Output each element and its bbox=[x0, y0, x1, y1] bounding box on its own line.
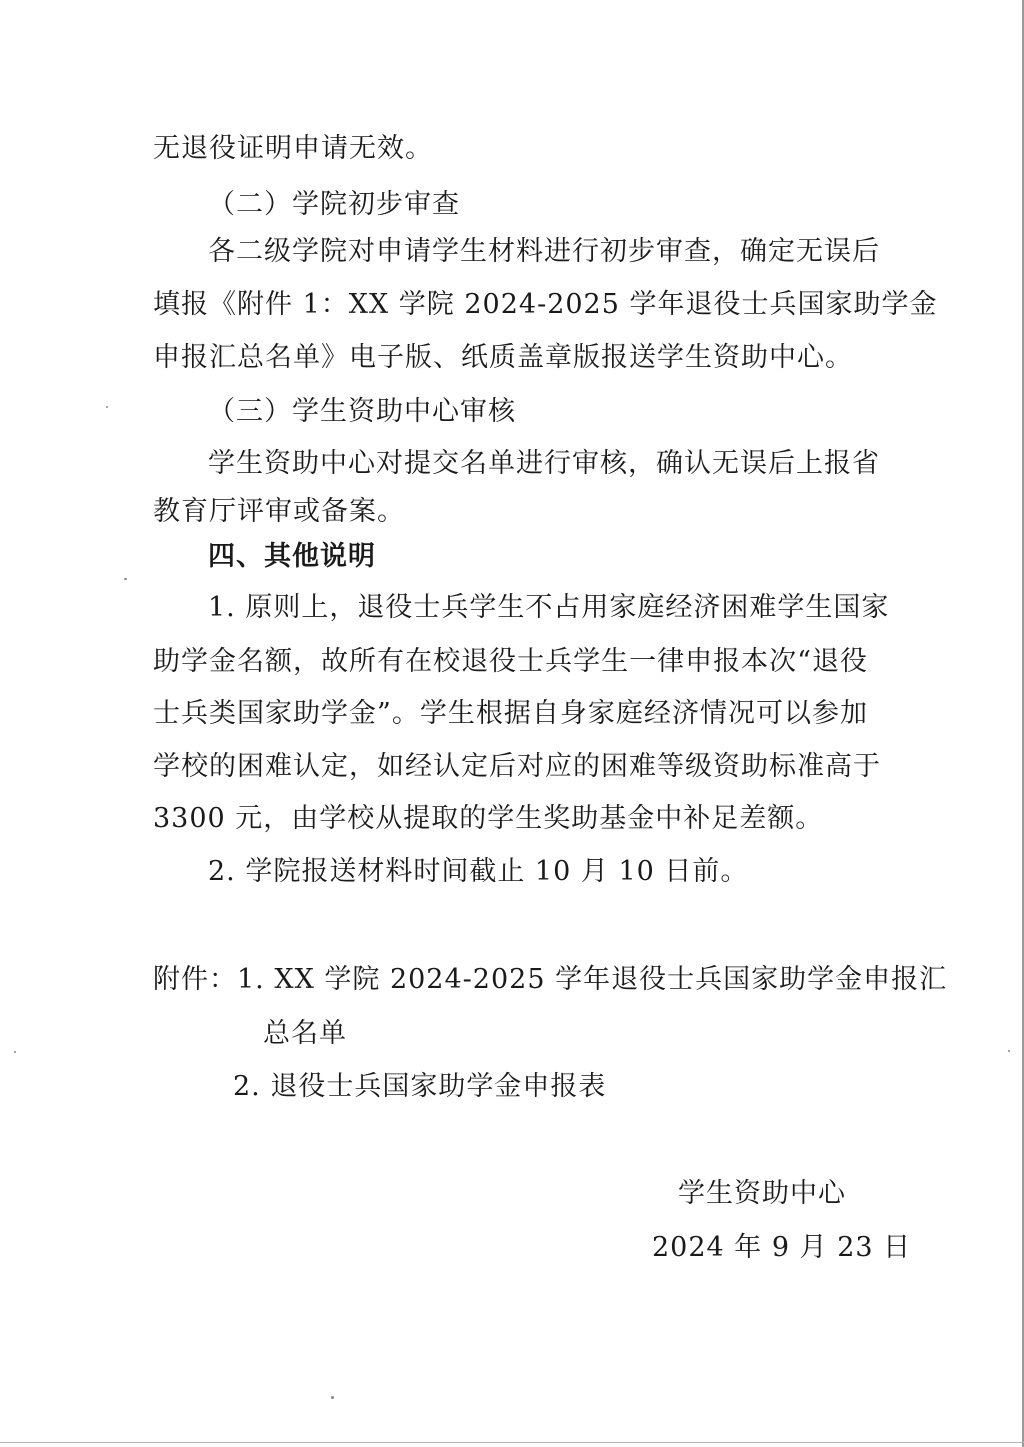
body-line-10: 1. 原则上，退役士兵学生不占用家庭经济困难学生国家 bbox=[208, 592, 890, 623]
body-line-8: 教育厅评审或备案。 bbox=[153, 496, 405, 527]
body-line-3: 各二级学院对申请学生材料进行初步审查，确定无误后 bbox=[208, 236, 880, 267]
attachments-line-1: 附件：1. XX 学院 2024-2025 学年退役士兵国家助学金申报汇 bbox=[153, 964, 948, 995]
body-line-7: 学生资助中心对提交名单进行审核，确认无误后上报省 bbox=[208, 448, 880, 479]
body-line-13: 学校的困难认定，如经认定后对应的困难等级资助标准高于 bbox=[153, 751, 881, 782]
body-line-12: 士兵类国家助学金”。学生根据自身家庭经济情况可以参加 bbox=[153, 698, 868, 729]
section-heading-4: 四、其他说明 bbox=[208, 541, 376, 572]
body-line-1: 无退役证明申请无效。 bbox=[153, 133, 433, 164]
subheading-2: （二）学院初步审查 bbox=[208, 189, 460, 220]
scan-speck bbox=[106, 406, 108, 408]
scan-edge-bottom bbox=[0, 1442, 1024, 1443]
body-line-11: 助学金名额，故所有在校退役士兵学生一律申报本次“退役 bbox=[153, 646, 868, 677]
signature-org: 学生资助中心 bbox=[678, 1178, 846, 1209]
body-line-14: 3300 元，由学校从提取的学生奖助基金中补足差额。 bbox=[153, 803, 824, 834]
attachments-line-3: 2. 退役士兵国家助学金申报表 bbox=[233, 1071, 607, 1102]
body-line-4: 填报《附件 1：XX 学院 2024-2025 学年退役士兵国家助学金 bbox=[153, 289, 938, 320]
signature-date: 2024 年 9 月 23 日 bbox=[652, 1232, 912, 1263]
subheading-3: （三）学生资助中心审核 bbox=[208, 396, 516, 427]
scan-speck bbox=[14, 1051, 16, 1053]
scan-speck bbox=[124, 578, 127, 580]
scan-speck bbox=[1008, 1050, 1010, 1052]
body-line-15: 2. 学院报送材料时间截止 10 月 10 日前。 bbox=[208, 856, 749, 887]
body-line-5: 申报汇总名单》电子版、纸质盖章版报送学生资助中心。 bbox=[153, 342, 853, 373]
scan-speck bbox=[331, 1396, 334, 1399]
attachments-line-2: 总名单 bbox=[263, 1018, 347, 1049]
